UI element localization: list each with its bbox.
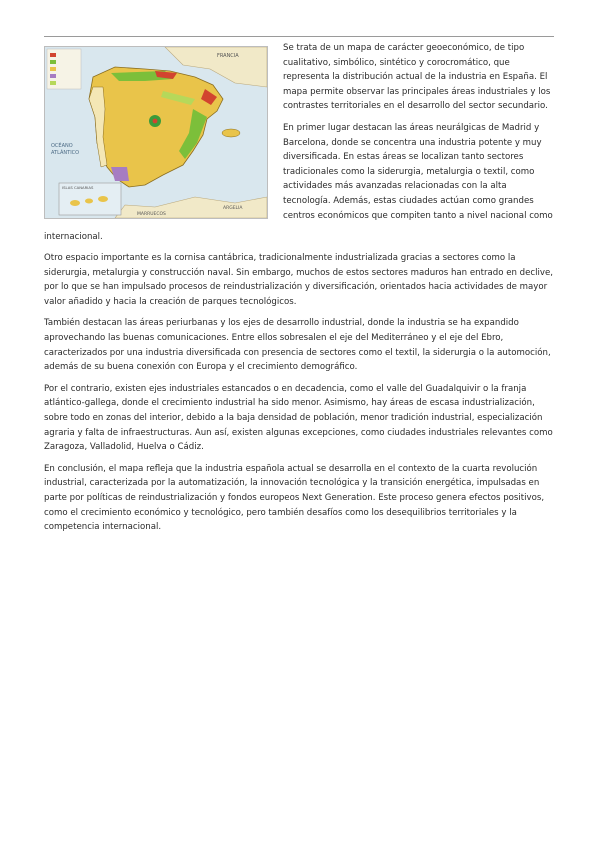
paragraph-conclusion: En conclusión, el mapa refleja que la industria española actual se desarrolla en el contexto de la cuarta revolución industrial, caracterizada por la automatización, la innovación tecnológica y la transición energética, impulsadas en parte por políticas de reindustrialización y fondos europeos Next Generation. Este proceso genera efectos positivos, como el crecimiento económico y tecnológico, pero también desafíos como los desequilibrios territoriales y la competencia internacional. [44, 463, 545, 533]
paragraph-stagnant-axes: Por el contrario, existen ejes industriales estancados o en decadencia, como el valle del Guadalquivir o la franja atlántico-gallega, donde el crecimiento industrial ha sido menor. Asimismo, hay áreas de escasa industrialización, sobre todo en zonas del interior, debido a la baja densidad de población, menor tradición industrial, especialización agraria y falta de infraestructuras. Aun así, existen algunas excepciones, como ciudades industriales relevantes como Zaragoza, Valladolid, Huelva o Cádiz. [44, 383, 553, 453]
top-divider [44, 36, 554, 37]
paragraph-periurban-axes: También destacan las áreas periurbanas y los ejes de desarrollo industrial, donde la industria se ha expandido aprovechando las buenas comunicaciones. Entre ellos sobresalen el eje del Mediterráneo y el eje del Ebro, caracterizados por una industria diversificada con presencia de sectores como el textil, la siderurgia o la automoción, además de su buena conexión con Europa y el crecimiento demográfico. [44, 318, 551, 373]
map-label-atlantic: ATLÁNTICO [51, 150, 80, 156]
paragraph-intro: Se trata de un mapa de carácter geoeconómico, de tipo cualitativo, simbólico, sintético y corocromático, que representa la distribución actual de la industria en España. El mapa permite observar las principales áreas industriales y los contrastes territoriales en el desarrollo del sector secundario. [283, 43, 551, 112]
paragraph-madrid-barcelona-tail: internacional. [44, 232, 103, 242]
paragraph-madrid-barcelona: En primer lugar destacan las áreas neurálgicas de Madrid y Barcelona, donde se concentra una industria potente y muy diversificada. En estas áreas se localizan tanto sectores tradicionales como la siderurgia, metalurgia o textil, como actividades más avanzadas relacionadas con la alta tecnología. Además, estas ciudades actúan como grandes centros económicos que compiten tanto a nivel nacional como [283, 122, 553, 221]
industry-map-image [44, 46, 268, 219]
map-label-canary: ISLAS CANARIAS [62, 185, 94, 190]
map-label-morocco: MARRUECOS [137, 212, 166, 217]
map-label-algeria: ARGELIA [223, 206, 243, 211]
spain-industry-map [45, 47, 267, 218]
map-label-france: FRANCIA [217, 53, 239, 59]
main-text-body [44, 251, 556, 542]
paragraph-cantabrian: Otro espacio importante es la cornisa cantábrica, tradicionalmente industrializada gracias a sectores como la siderurgia, metalurgia y construcción naval. Sin embargo, muchos de estos sectores maduros han entrado en declive, por lo que se han impulsado procesos de reindustrialización y diversificación, orientados hacia actividades de mayor valor añadido y hacia la creación de parques tecnológicos. [44, 253, 554, 307]
lead-text-column [283, 41, 553, 230]
map-label-ocean: OCÉANO [51, 143, 73, 149]
